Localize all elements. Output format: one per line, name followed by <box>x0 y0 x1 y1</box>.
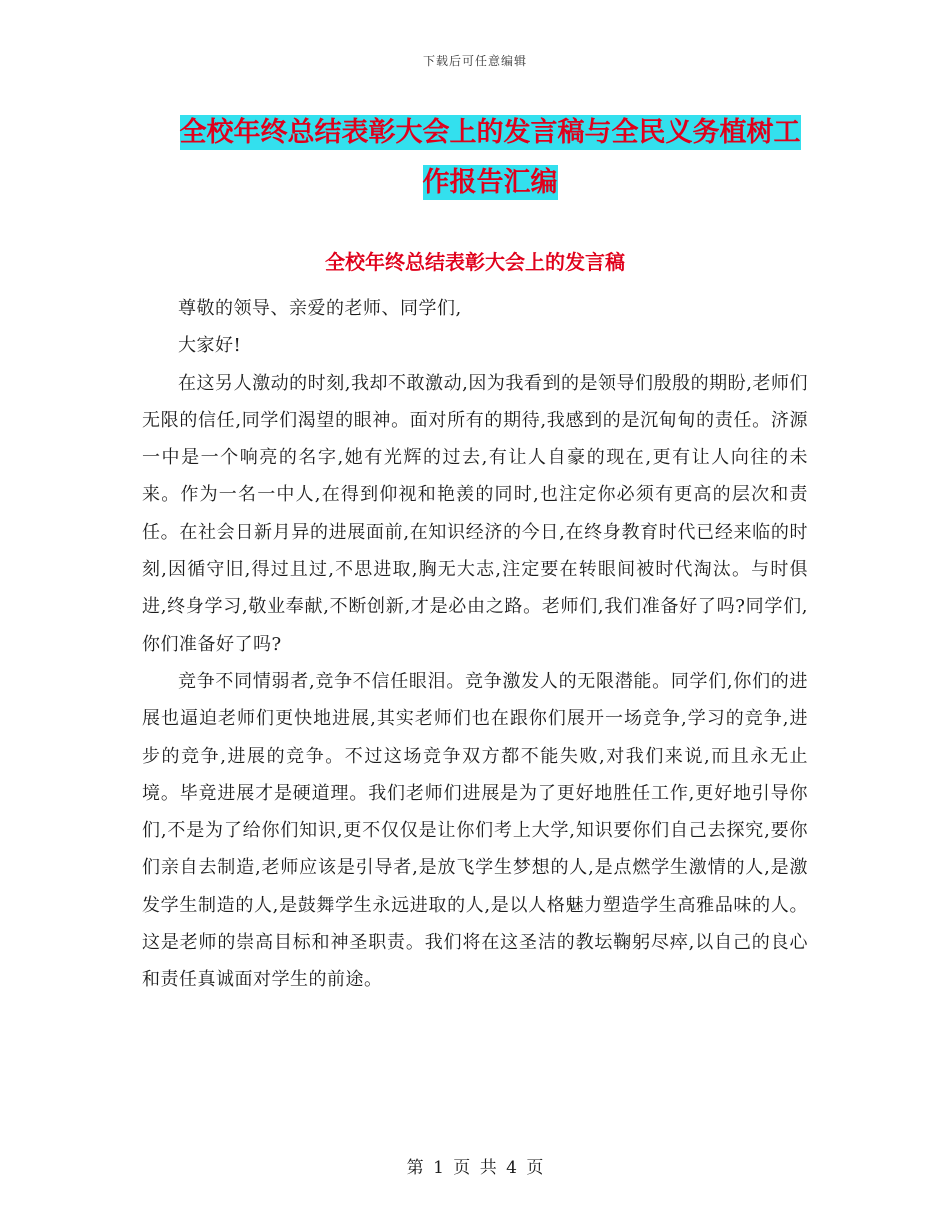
greeting-line: 尊敬的领导、亲爱的老师、同学们, <box>178 298 462 319</box>
title-line-2: 作报告汇编 <box>422 167 558 198</box>
header-note: 下载后可任意编辑 <box>422 54 527 68</box>
page-number-footer: 第 1 页 共 4 页 <box>406 1158 544 1178</box>
title-line-1: 全校年终总结表彰大会上的发言稿与全民义务植树工 <box>179 117 801 148</box>
paragraph-2: 竞争不同情弱者,竞争不信任眼泪。竞争激发人的无限潜能。同学们,你们的进展也逼迫老师们更快地进展,其实老师们也在跟你们展开一场竞争,学习的竞争,进步的竞争,进展的竞争。不过这场竞争双方都不能失败,对我们来说,而且永无止境。毕竟进展才是硬道理。我们老师们进展是为了更好地胜任工作,更好地引导你们,不是为了给你们知识,更不仅仅是让你们考上大学,知识要你们自己去探究,要你们亲自去制造,老师应该是引导者,是放飞学生梦想的人,是点燃学生激情的人,是激发学生制造的人,是鼓舞学生永远进取的人,是以人格魅力塑造学生高雅品味的人。这是老师的崇高目标和神圣职责。我们将在这圣洁的教坛鞠躬尽瘁,以自己的良心和责任真诚面对学生的前途。 <box>142 670 808 991</box>
body-text <box>142 290 808 999</box>
paragraph-1: 在这另人激动的时刻,我却不敢激动,因为我看到的是领导们殷殷的期盼,老师们无限的信任,同学们渴望的眼神。面对所有的期待,我感到的是沉甸甸的责任。济源一中是一个响亮的名字,她有光辉的过去,有让人自豪的现在,更有让人向往的未来。作为一名一中人,在得到仰视和艳羡的同时,也注定你必须有更高的层次和责任。在社会日新月异的进展面前,在知识经济的今日,在终身教育时代已经来临的时刻,因循守旧,得过且过,不思进取,胸无大志,注定要在转眼间被时代淘汰。与时俱进,终身学习,敬业奉献,不断创新,才是必由之路。老师们,我们准备好了吗?同学们,你们准备好了吗? <box>142 372 808 655</box>
hello-line: 大家好! <box>178 335 242 357</box>
section-title: 全校年终总结表彰大会上的发言稿 <box>325 250 625 274</box>
document-title <box>150 108 830 208</box>
